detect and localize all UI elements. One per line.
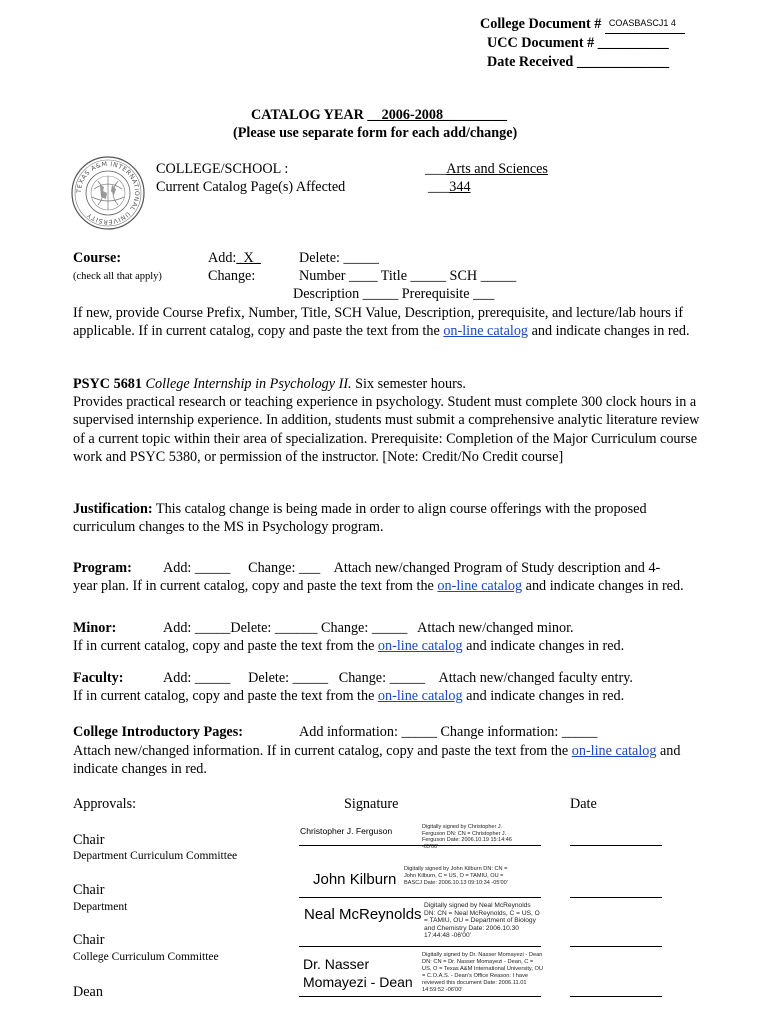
catalog-year: CATALOG YEAR __2006-2008_________ bbox=[251, 107, 507, 123]
approval-role: Chair bbox=[73, 882, 105, 898]
university-seal bbox=[70, 155, 146, 231]
college-school-label: COLLEGE/SCHOOL : bbox=[156, 161, 289, 177]
signer-name: Dr. Nasser Momayezi - Dean bbox=[303, 956, 413, 990]
signature-line[interactable] bbox=[299, 845, 541, 846]
program-instructions: year plan. If in current catalog, copy and paste the text from the on-line catalog and indicate changes in red. bbox=[73, 578, 684, 594]
faculty-instructions: If in current catalog, copy and paste the text from the on-line catalog and indicate changes in red. bbox=[73, 688, 625, 704]
online-catalog-link[interactable]: on-line catalog bbox=[571, 743, 657, 759]
college-document-field[interactable] bbox=[605, 17, 685, 34]
online-catalog-link[interactable]: on-line catalog bbox=[437, 578, 523, 594]
date-line[interactable] bbox=[570, 845, 662, 846]
approval-role: Chair bbox=[73, 932, 105, 948]
online-catalog-link[interactable]: on-line catalog bbox=[443, 323, 529, 340]
signer-name: Neal McReynolds bbox=[304, 906, 422, 923]
course-title: College Internship in Psychology II. bbox=[145, 376, 352, 392]
course-sublabel: (check all that apply) bbox=[73, 271, 162, 282]
date-received-label: Date Received _____________ bbox=[487, 54, 670, 70]
intro-pages-label: College Introductory Pages: bbox=[73, 724, 243, 740]
signature-line[interactable] bbox=[299, 996, 541, 997]
course-code: PSYC 5681 bbox=[73, 376, 142, 392]
approval-subrole: College Curriculum Committee bbox=[73, 951, 219, 963]
approvals-header: Approvals: bbox=[73, 796, 137, 812]
date-header: Date bbox=[570, 796, 597, 812]
intro-pages-instructions: Attach new/changed information. If in current catalog, copy and paste the text from the on-line catalog and indicate changes in red. bbox=[73, 743, 681, 778]
catalog-pages-value: ___344 bbox=[428, 179, 471, 195]
course-description: Provides practical research or teaching experience in psychology. Student must complete 300 clock hours in a supervised internship experience. In addition, students must submit a comprehensive analytic literature review of a current topic within their area of specialization. Prerequisite: Completion of the Major Curriculum course work and PSYC 5380, or permission of the instructor. [Note: Credit/No Credit course] bbox=[73, 394, 700, 465]
minor-label: Minor: bbox=[73, 620, 117, 636]
digital-signature-info: Digitally signed by Neal McReynolds DN: CN = Neal McReynolds, C = US, O = TAMIU, OU = Department of Biology and Chemistry Date: 2006.10.30 17:44:48 -06'00' bbox=[424, 902, 540, 940]
course-add[interactable]: Add:_X_ bbox=[208, 250, 261, 266]
signature-line[interactable] bbox=[299, 946, 541, 947]
faculty-options[interactable]: Add: _____ Delete: _____ Change: _____ Attach new/changed faculty entry. bbox=[163, 670, 633, 686]
form-instruction: (Please use separate form for each add/change) bbox=[233, 125, 518, 141]
date-line[interactable] bbox=[570, 946, 662, 947]
signer-name: Christopher J. Ferguson bbox=[300, 826, 393, 836]
minor-options[interactable]: Add: _____Delete: ______ Change: _____ Attach new/changed minor. bbox=[163, 620, 574, 636]
college-document-value: COASBASCJ1 4 bbox=[608, 18, 676, 28]
course-number-line[interactable]: Number ____ Title _____ SCH _____ bbox=[299, 268, 517, 284]
faculty-label: Faculty: bbox=[73, 670, 124, 686]
course-entry bbox=[73, 375, 703, 466]
online-catalog-link[interactable]: on-line catalog bbox=[377, 638, 463, 654]
approval-subrole: Department bbox=[73, 901, 128, 913]
signer-name: John Kilburn bbox=[313, 871, 397, 888]
justification-text: This catalog change is being made in order to align course offerings with the proposed curriculum changes to the MS in Psychology program. bbox=[73, 501, 647, 536]
date-line[interactable] bbox=[570, 996, 662, 997]
justification bbox=[73, 500, 703, 536]
seal-text: TEXAS A&M INTERNATIONAL UNIVERSITY bbox=[75, 160, 141, 226]
approval-role: Chair bbox=[73, 832, 105, 848]
signature-line[interactable] bbox=[299, 897, 541, 898]
justification-label: Justification: bbox=[73, 501, 153, 517]
date-line[interactable] bbox=[570, 897, 662, 898]
program-options[interactable]: Add: _____ Change: ___ Attach new/changed Program of Study description and 4- bbox=[163, 560, 661, 576]
digital-signature-info: Digitally signed by John Kilburn DN: CN = John Kilburn, C = US, O = TAMIU, OU = BASCJ Date: 2006.10.13 09:10:34 -05'00' bbox=[404, 866, 508, 886]
signature-header: Signature bbox=[344, 796, 399, 812]
college-document-label: College Document # COASBASCJ1 4 bbox=[480, 16, 685, 33]
digital-signature-info: Digitally signed by Dr. Nasser Momayezi - Dean DN: CN = Dr. Nasser Momayezi - Dean, C = US, O = Texas A&M International University, OU = C.O.A.S. - Dean's Office Reason: I have reviewed this document Date: 2006.11.01 14:59:52 -06'00' bbox=[422, 952, 544, 993]
course-change[interactable]: Change: bbox=[208, 268, 256, 284]
minor-instructions: If in current catalog, copy and paste the text from the on-line catalog and indicate changes in red. bbox=[73, 638, 625, 654]
online-catalog-link[interactable]: on-line catalog bbox=[377, 688, 463, 704]
course-label: Course: bbox=[73, 250, 122, 266]
catalog-pages-label: Current Catalog Page(s) Affected bbox=[156, 179, 346, 195]
ucc-document-label: UCC Document # __________ bbox=[487, 35, 669, 51]
course-delete[interactable]: Delete: _____ bbox=[299, 250, 379, 266]
digital-signature-info: Digitally signed by Christopher J. Ferguson DN: CN = Christopher J. Ferguson Date: 2006.10.19 15:14:46 -05'00' bbox=[422, 824, 512, 850]
approval-subrole: Department Curriculum Committee bbox=[73, 850, 238, 862]
program-label: Program: bbox=[73, 560, 132, 576]
approval-role: Dean bbox=[73, 984, 103, 1000]
course-description-line[interactable]: Description _____ Prerequisite ___ bbox=[293, 286, 495, 302]
college-school-value: ___Arts and Sciences bbox=[425, 161, 548, 177]
intro-pages-options[interactable]: Add information: _____ Change information: _____ bbox=[299, 724, 598, 740]
course-hours: Six semester hours. bbox=[351, 376, 466, 392]
course-instructions: If new, provide Course Prefix, Number, Title, SCH Value, Description, prerequisite, and lecture/lab hours if applicable. If in current catalog, copy and paste the text from the on-line catalog and indicate changes in red. bbox=[73, 305, 690, 340]
